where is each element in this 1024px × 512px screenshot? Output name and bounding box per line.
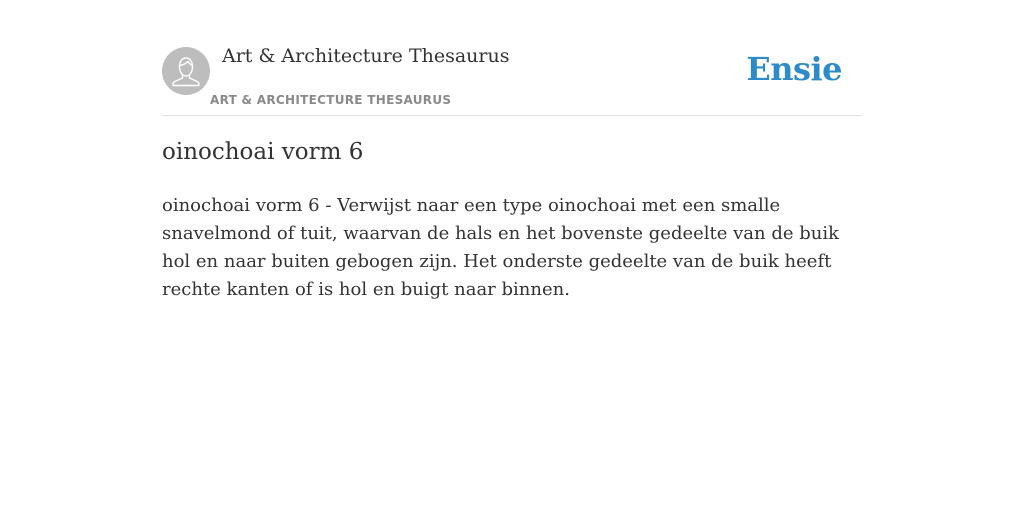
header xyxy=(162,40,862,116)
definition-text: oinochoai vorm 6 - Verwijst naar een type oinochoai met een smalle snavelmond of tuit, waarvan de hals en het bovenste gedeelte van de buik hol en naar buiten gebogen zijn. Het onderste gedeelte van de buik heeft rechte kanten of is hol en buigt naar binnen. xyxy=(162,195,840,300)
author-subtitle: ART & ARCHITECTURE THESAURUS xyxy=(210,93,452,107)
user-silhouette-icon xyxy=(162,47,210,95)
brand-logo[interactable]: Ensie xyxy=(746,50,842,88)
author-name[interactable]: Art & Architecture Thesaurus xyxy=(222,45,510,67)
page-title: oinochoai vorm 6 xyxy=(162,139,364,165)
avatar[interactable] xyxy=(162,47,210,95)
